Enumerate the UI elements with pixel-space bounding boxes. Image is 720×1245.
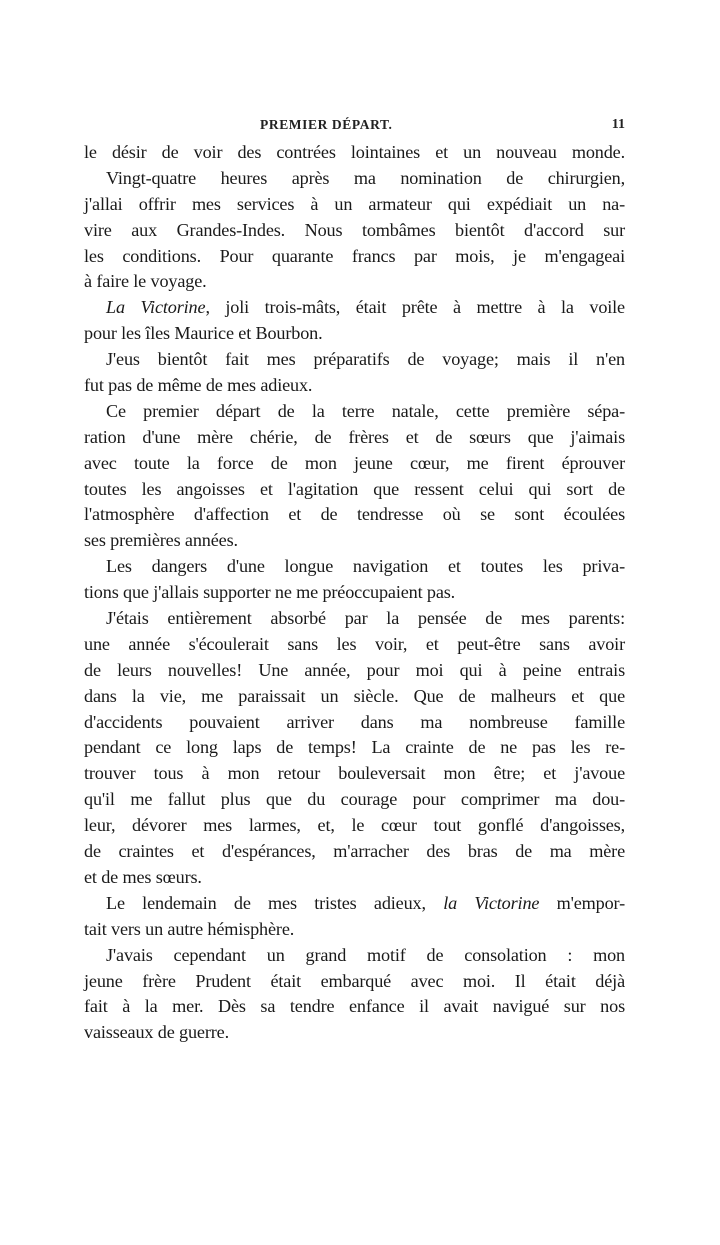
running-title: PREMIER DÉPART. <box>260 117 393 132</box>
text-line: d'accidents pouvaient arriver dans ma nombreuse famille <box>84 711 625 732</box>
ship-name: la Victorine <box>443 892 540 913</box>
text-line: ration d'une mère chérie, de frères et de sœurs que j'aimais <box>84 426 625 447</box>
text-line: une année s'écoulerait sans les voir, et peut-être sans avoir <box>84 633 625 654</box>
text-line: de leurs nouvelles! Une année, pour moi qui à peine entrais <box>84 659 625 680</box>
paragraph-start: Les dangers d'une longue navigation et toutes les priva- <box>106 556 625 577</box>
text-line: tions que j'allais supporter ne me préoccupaient pas. <box>84 582 456 603</box>
paragraph-start: La Victorine, joli trois-mâts, était prête à mettre à la voile <box>106 297 625 318</box>
text-line: l'atmosphère d'affection et de tendresse où se sont écoulées <box>84 504 625 525</box>
page-header <box>84 117 625 137</box>
text-line: à faire le voyage. <box>84 271 207 292</box>
text-line: fait à la mer. Dès sa tendre enfance il avait navigué sur nos <box>84 996 625 1017</box>
text-line: trouver tous à mon retour bouleversait mon être; et j'avoue <box>84 763 625 784</box>
paragraph-start: J'eus bientôt fait mes préparatifs de voyage; mais il n'en <box>106 349 625 370</box>
ship-name: La Victorine <box>106 297 206 318</box>
text-line: leur, dévorer mes larmes, et, le cœur tout gonflé d'angoisses, <box>84 815 625 836</box>
text-line: toutes les angoisses et l'agitation que ressent celui qui sort de <box>84 478 625 499</box>
text-line: fut pas de même de mes adieux. <box>84 375 313 396</box>
page-number: 11 <box>611 117 625 132</box>
text-line: le désir de voir des contrées lointaines et un nouveau monde. <box>84 142 625 162</box>
text-line: de craintes et d'espérances, m'arracher des bras de ma mère <box>84 841 625 862</box>
text-line: dans la vie, me paraissait un siècle. Que de malheurs et que <box>84 685 625 706</box>
text-line: qu'il me fallut plus que du courage pour comprimer ma dou- <box>84 789 625 810</box>
text-line: jeune frère Prudent était embarqué avec moi. Il était déjà <box>84 970 625 991</box>
paragraph-start: J'étais entièrement absorbé par la pensée de mes parents: <box>106 608 625 629</box>
paragraph-start: Ce premier départ de la terre natale, cette première sépa- <box>106 400 625 421</box>
text-line: et de mes sœurs. <box>84 866 202 887</box>
text-line: j'allai offrir mes services à un armateur qui expédiait un na- <box>84 193 625 214</box>
text-line: vire aux Grandes-Indes. Nous tombâmes bientôt d'accord sur <box>84 219 625 240</box>
text-line: pendant ce long laps de temps! La crainte de ne pas les re- <box>84 737 625 758</box>
text-line: vaisseaux de guerre. <box>84 1022 229 1043</box>
paragraph-start: J'avais cependant un grand motif de consolation : mon <box>106 944 625 965</box>
text-line: ses premières années. <box>84 530 238 551</box>
text-line: pour les îles Maurice et Bourbon. <box>84 323 323 344</box>
body-text <box>84 140 625 1046</box>
paragraph-start: Le lendemain de mes tristes adieux, la Victorine m'empor- <box>106 892 626 913</box>
text-line: avec toute la force de mon jeune cœur, me firent éprouver <box>84 452 625 473</box>
text-line: les conditions. Pour quarante francs par mois, je m'engageai <box>84 245 625 266</box>
text-line: tait vers un autre hémisphère. <box>84 918 295 939</box>
paragraph-start: Vingt-quatre heures après ma nomination de chirurgien, <box>106 167 625 188</box>
